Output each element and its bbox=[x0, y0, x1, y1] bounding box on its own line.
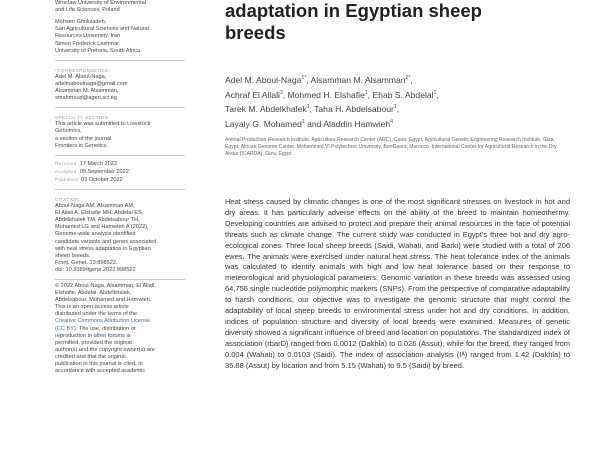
author-list bbox=[225, 73, 570, 131]
reviewer-line: Simon Frederick Lashmar, bbox=[55, 40, 121, 47]
author-name[interactable]: , Taha H. Abdelsabour bbox=[309, 104, 394, 115]
citation-doi[interactable]: doi: 10.3389/fgene.2022.898522 bbox=[55, 266, 136, 273]
citation-line: Aboul-Naga AM, Alsamman AM, bbox=[55, 203, 135, 210]
author-row bbox=[225, 117, 570, 132]
specialty-section-heading: SPECIALTY SECTION: bbox=[55, 115, 111, 121]
article-main bbox=[225, 0, 570, 450]
citation-line: candidate variants and genes associated bbox=[55, 238, 157, 245]
author-name[interactable]: Layaly G. Mohamed bbox=[225, 118, 302, 129]
copyright-block bbox=[55, 283, 185, 375]
date-received: Received: 17 March 2022 bbox=[55, 160, 118, 167]
separator: , bbox=[396, 104, 400, 115]
dates-block bbox=[55, 160, 185, 184]
date-published: Published: 03 October 2022 bbox=[55, 176, 123, 183]
divider bbox=[55, 60, 185, 61]
copyright-line: Abdelsabour, Mohamed and Hamwieh. bbox=[55, 297, 152, 304]
divider bbox=[55, 189, 185, 190]
author-row bbox=[225, 73, 570, 88]
license-line: permitted, provided the original bbox=[55, 339, 132, 346]
license-line: credited and that the original bbox=[55, 353, 126, 360]
author-affiliation-mark: 2* bbox=[405, 75, 411, 82]
specialty-line: Genomics, bbox=[55, 128, 82, 135]
copyright-line: © 2022 Aboul-Naga, Alsamman, El Allali, bbox=[55, 283, 156, 289]
license-line: The use, distribution or bbox=[78, 325, 136, 332]
author-name[interactable]: Tarek M. Abdelkhalek bbox=[225, 104, 307, 115]
affiliations: Animal Production Research Institute, Agriculture Research Center (ARC), Cairo, Egypt, Agricultural Genetic Engineering Research Institute, Giza, Egypt, African Genome Center, Mohammed VI Polytechnic University, BenGuerir, Morocco, International Center for Agricultural Research in the Dry Areas (ICARDA), Giza, Egypt bbox=[225, 137, 557, 158]
author-affiliation-mark: 1 bbox=[364, 89, 368, 96]
reviewer-block bbox=[55, 0, 185, 55]
license-line: author(s) and the copyright owner(s) are bbox=[55, 346, 155, 353]
author-affiliation-mark: 1 bbox=[301, 118, 305, 125]
correspondence-email[interactable]: adelmaboulnaga@gmail.com bbox=[55, 80, 128, 87]
divider bbox=[55, 279, 185, 280]
author-name[interactable]: Adel M. Aboul-Naga bbox=[225, 75, 302, 85]
reviewer-line: Sari Agricultural Sciences and Natural bbox=[55, 26, 149, 33]
license-line: publication in this journal is cited, in bbox=[55, 361, 143, 368]
citation-line: with heat stress adaptation in Egyptian bbox=[55, 245, 151, 252]
title-line: adaptation in Egyptian sheep bbox=[225, 0, 482, 21]
author-affiliation-mark: 1* bbox=[301, 75, 307, 82]
specialty-line: a section of the journal bbox=[55, 135, 112, 142]
author-affiliation-mark: 1 bbox=[393, 104, 397, 111]
author-name[interactable]: , Alsamman M. Alsamman bbox=[306, 75, 406, 85]
separator: , bbox=[436, 89, 439, 100]
citation-line: Front. Genet. 13:898522. bbox=[55, 259, 118, 266]
citation-line: Mohamed LG and Hamwieh A (2022), bbox=[55, 224, 149, 231]
reviewer-line: University of Pretoria, South Africa bbox=[55, 47, 141, 54]
correspondence-line: Alsamman M. Alsamman, bbox=[55, 88, 119, 95]
license-line: reproduction in other forums is bbox=[55, 332, 131, 339]
copyright-line: distributed under the terms of the bbox=[55, 311, 138, 318]
citation-line: Abdelkhalek TM, Abdelsabour TH, bbox=[55, 217, 140, 224]
divider bbox=[55, 107, 185, 108]
reviewer-line: and Life Sciences, Poland bbox=[55, 7, 120, 14]
author-name[interactable]: , Ehab S. Abdelal bbox=[367, 89, 434, 100]
author-name[interactable]: , Mohmed H. Elshafie bbox=[282, 89, 365, 100]
date-accepted: Accepted: 05 September 2022 bbox=[55, 168, 129, 175]
separator: , bbox=[410, 75, 413, 85]
author-row bbox=[225, 102, 570, 117]
citation-line: El Allali A, Elshafie MH, Abdelal ES, bbox=[55, 210, 144, 217]
correspondence-heading: *CORRESPONDENCE: bbox=[55, 67, 111, 73]
abstract-text: Heat stress caused by climatic changes is one of the most significant stresses on livestock in hot and dry areas. It has particularly adverse effects on the ability of the breed to maintain homeothermy. Developing countries are advised to protect and prepare their animal resources in the face of potential threats such as climate change. The current study was conducted in Egypt's three hot and dry agro-ecological zones. Three local sheep breeds (Saidi, Wahati, and Barki) were studied with a total of 206 ewes. The animals were exercised under natural heat stress. The heat tolerance index of the animals was calculated to identify animals with high and low heat tolerance based on their response to meteorological and physiological parameters. Genomic variation in these breeds was assessed using 64,756 single nucleotide polymorphic markers (SNPs). From the perspective of comparative adaptability to harsh conditions, our objective was to investigate the genomic structure that might control the adaptability of local sheep breeds to environmental stress under hot and dry conditions. In addition, indices of population structure and diversity of local breeds were examined. Measures of genetic diversity showed a significant influence of breed and location on populations. The standardized index of association (rbarD) ranged from 0.0012 (Dakhla) to 0.026 (Assut), while for the breed, they ranged from 0.004 (Wahati) to 0.0103 (Saidi). The index of association analysis (Iᴬ) ranged from 1.42 (Dakhla) to 35.88 (Assut) by location and from 5.15 (Wahati) to 9.5 (Saidi) by breed. bbox=[225, 197, 570, 370]
divider bbox=[55, 155, 185, 156]
reviewer-line: Wroclaw University of Environmental bbox=[55, 0, 146, 7]
reviewer-line: Resources University, Iran bbox=[55, 33, 121, 40]
article-sidebar bbox=[55, 0, 185, 450]
copyright-line: This is an open-access article bbox=[55, 304, 129, 311]
copyright-line: Elshafie, Abdelal, Abdelkhalek, bbox=[55, 290, 132, 297]
title-line: breeds bbox=[225, 22, 286, 43]
license-link-short[interactable]: (CC BY). bbox=[55, 325, 78, 332]
citation-line: sheep breeds. bbox=[55, 252, 91, 259]
correspondence-email[interactable]: smahmoud@ageri.sci.eg bbox=[55, 95, 117, 102]
article-title bbox=[225, 0, 570, 44]
author-name[interactable]: Achraf El Allali bbox=[225, 89, 280, 100]
author-affiliation-mark: 3 bbox=[279, 89, 283, 96]
specialty-line: This article was submitted to Livestock bbox=[55, 121, 151, 128]
reviewer-line: Mohsen Gholizadeh, bbox=[55, 19, 107, 26]
author-row bbox=[225, 88, 570, 103]
citation-heading: CITATION: bbox=[55, 196, 81, 202]
license-line: accordance with accepted academic bbox=[55, 368, 146, 375]
citation-line: Genome-wide analysis identified bbox=[55, 231, 136, 238]
author-affiliation-mark: 4 bbox=[390, 118, 393, 125]
license-link[interactable]: Creative Commons Attribution License bbox=[55, 318, 151, 325]
correspondence-line: Adel M. Aboul-Naga, bbox=[55, 73, 107, 80]
author-name[interactable]: and Aladdin Hamwieh bbox=[304, 118, 391, 129]
author-affiliation-mark: 1 bbox=[306, 104, 310, 111]
author-affiliation-mark: 1 bbox=[433, 89, 437, 96]
specialty-line: Frontiers in Genetics bbox=[55, 142, 107, 149]
